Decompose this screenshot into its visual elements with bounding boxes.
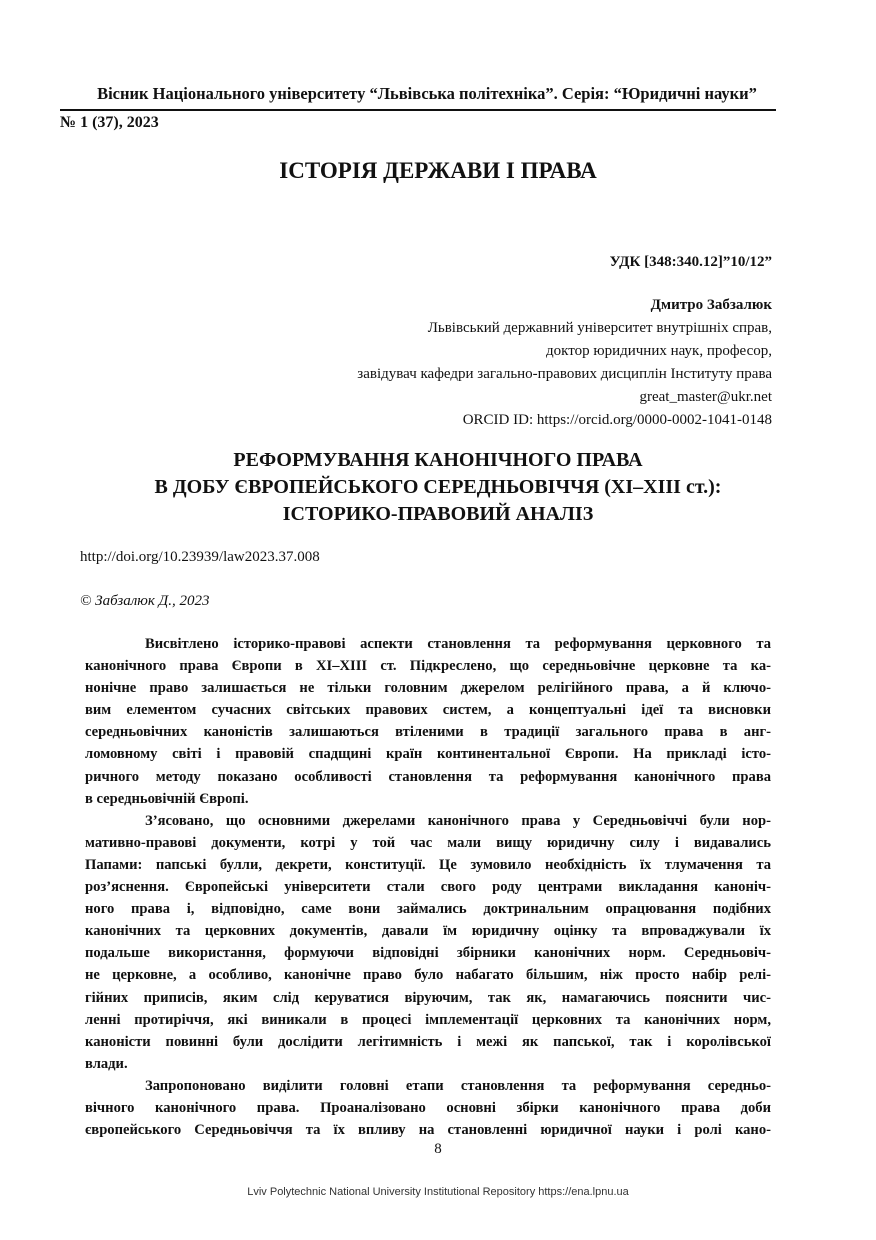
abstract-line: канонічних та церковних документів, давали їм юридичну оцінку та впроваджували їх — [85, 923, 771, 940]
doi-link[interactable]: http://doi.org/10.23939/law2023.37.008 — [80, 549, 320, 565]
author-degree: доктор юридичних наук, професор, — [546, 343, 772, 359]
abstract-line: вим елементом сучасних світських правових систем, а концептуальні ідеї та висновки — [85, 702, 771, 719]
repository-footer: Lviv Polytechnic National University Institutional Repository https://ena.lpnu.ua — [247, 1186, 629, 1198]
author-position: завідувач кафедри загально-правових дисциплін Інституту права — [357, 366, 772, 382]
copyright: © Забзалюк Д., 2023 — [80, 593, 210, 609]
abstract-line: каноністи повинні були дослідити легітимність і межі як папської, так і королівської — [85, 1033, 771, 1050]
author-name: Дмитро Забзалюк — [650, 297, 772, 313]
abstract-line: європейського Середньовіччя та їх впливу на становленні юридичної науки і ролі кано- — [85, 1122, 771, 1139]
abstract-paragraph — [85, 633, 771, 810]
abstract-line: Запропоновано виділити головні етапи становлення та реформування середньо- — [145, 1077, 771, 1094]
article-title-line: РЕФОРМУВАННЯ КАНОНІЧНОГО ПРАВА — [233, 449, 643, 471]
author-orcid[interactable]: ORCID ID: https://orcid.org/0000-0002-1041-0148 — [462, 412, 772, 428]
abstract-line: подальше використання, формуючи відповідні збірники канонічних норм. Середньовіч- — [85, 945, 771, 962]
abstract-line: З’ясовано, що основними джерелами канонічного права у Середньовіччі були нор- — [145, 812, 771, 829]
abstract-line: ричного методу показано особливості становлення та реформування канонічного права — [85, 768, 771, 785]
journal-header: Вісник Національного університету “Львівська політехніка”. Серія: “Юридичні науки” — [97, 84, 757, 103]
page-number: 8 — [434, 1141, 442, 1157]
author-email[interactable]: great_master@ukr.net — [639, 389, 772, 405]
abstract-line: влади. — [85, 1055, 128, 1072]
article-title-line: В ДОБУ ЄВРОПЕЙСЬКОГО СЕРЕДНЬОВІЧЧЯ (XI–XIII ст.): — [154, 476, 722, 498]
section-title: ІСТОРІЯ ДЕРЖАВИ І ПРАВА — [279, 158, 597, 183]
abstract-line: нонічне право залишається не тільки головним джерелом релігійного права, а й ключо- — [85, 680, 771, 697]
abstract-line: гійних приписів, яким слід керуватися віруючим, так як, намагаючись пояснити чис- — [85, 989, 771, 1006]
article-title — [0, 447, 876, 528]
issue-number: № 1 (37), 2023 — [60, 114, 159, 131]
author-affiliation: Львівський державний університет внутрішніх справ, — [427, 320, 772, 336]
header-divider — [60, 109, 776, 111]
abstract-line: ломовному світі і правовій спадщині країн континентальної Європи. На прикладі істо- — [85, 746, 771, 763]
author-block — [357, 294, 772, 432]
abstract-line: в середньовічній Європі. — [85, 790, 249, 807]
abstract-paragraph — [85, 1075, 771, 1141]
udc-code: УДК [348:340.12]”10/12” — [609, 254, 772, 270]
abstract-line: канонічного права Європи в XI–XIII ст. Підкреслено, що середньовічне церковне та ка- — [85, 658, 771, 675]
abstract-line: ленні протиріччя, які виникали в процесі імплементації церковних та канонічних норм, — [85, 1011, 771, 1028]
abstract-line: мативно-правові документи, котрі у той час мали вищу юридичну силу і видавались — [85, 834, 771, 851]
abstract-line: Папами: папські булли, декрети, конституції. Це зумовило необхідність їх тлумачення та — [85, 856, 771, 873]
abstract-line: роз’яснення. Європейські університети стали свого роду центрами викладання каноніч- — [85, 879, 771, 896]
abstract — [85, 633, 771, 1141]
abstract-line: ного права і, відповідно, саме вони займались доктринальним опрацювання подібних — [85, 901, 771, 918]
article-title-line: ІСТОРИКО-ПРАВОВИЙ АНАЛІЗ — [282, 503, 594, 525]
abstract-line: не церковне, а особливо, канонічне право було набагато більшим, ніж просто набір релі- — [85, 967, 771, 984]
abstract-line: вічного канонічного права. Проаналізовано основні збірки канонічного права доби — [85, 1099, 771, 1116]
abstract-line: Висвітлено історико-правові аспекти становлення та реформування церковного та — [145, 636, 771, 652]
abstract-paragraph — [85, 810, 771, 1075]
abstract-line: середньовічних каноністів залишаються втіленими в традиції загального права в анг- — [85, 724, 771, 741]
